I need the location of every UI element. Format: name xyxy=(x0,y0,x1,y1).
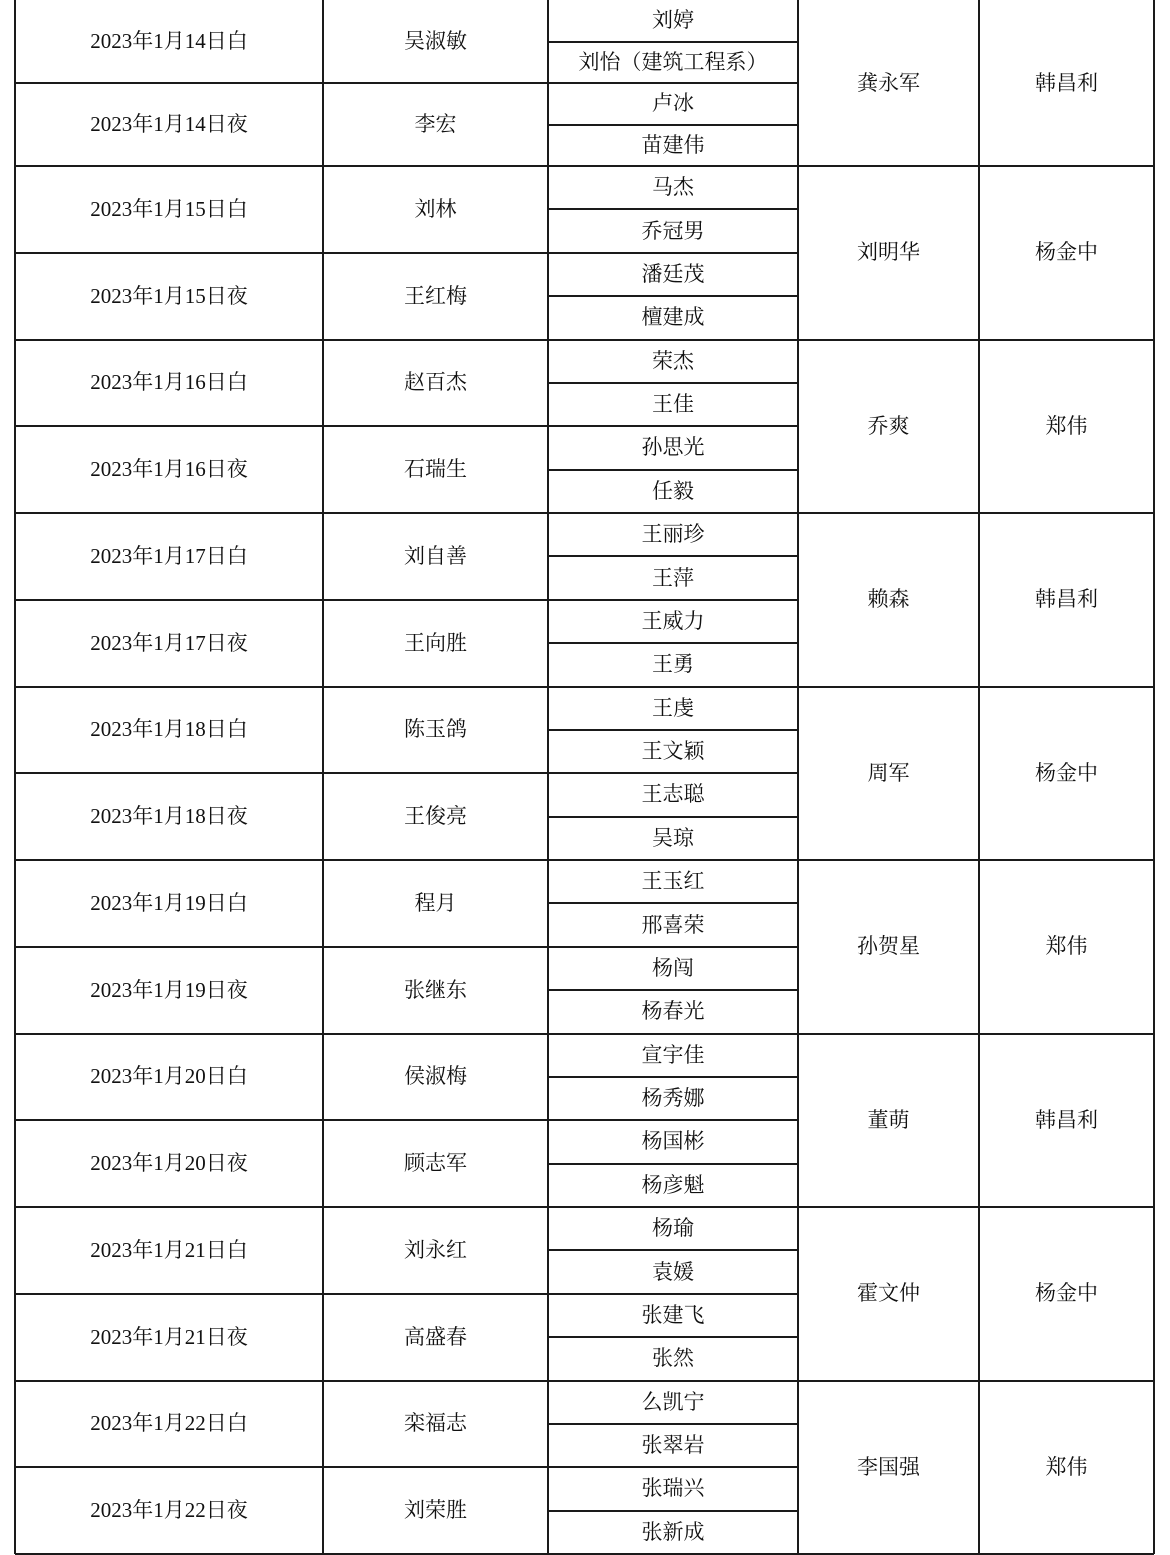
member-cell: 刘婷 xyxy=(652,8,694,33)
member-cell: 邢喜荣 xyxy=(641,912,705,937)
supervisor-cell: 董萌 xyxy=(867,1107,910,1132)
member-cell: 任毅 xyxy=(652,478,694,503)
member-cell: 袁媛 xyxy=(652,1259,694,1284)
member-cell: 苗建伟 xyxy=(641,132,705,157)
member-cell: 马杰 xyxy=(652,175,694,200)
shift-duty-cell: 侯淑梅 xyxy=(404,1064,467,1089)
member-cell: 张建飞 xyxy=(641,1302,705,1327)
shift-duty-cell: 王红梅 xyxy=(404,283,467,308)
member-cell: 杨国彬 xyxy=(641,1129,705,1154)
shift-date-cell: 2023年1月14日白 xyxy=(90,29,248,53)
shift-duty-cell: 王俊亮 xyxy=(404,804,467,829)
leader-cell: 韩昌利 xyxy=(1035,1107,1098,1132)
member-cell: 檀建成 xyxy=(641,305,705,330)
shift-duty-cell: 张继东 xyxy=(404,977,467,1002)
shift-duty-cell: 刘自善 xyxy=(404,543,467,568)
leader-cell: 杨金中 xyxy=(1035,1281,1098,1306)
shift-date-cell: 2023年1月15日夜 xyxy=(90,283,248,308)
shift-duty-cell: 刘荣胜 xyxy=(404,1498,467,1523)
member-cell: 孙思光 xyxy=(641,435,705,460)
member-cell: 王文颖 xyxy=(641,739,705,764)
member-cell: 宣宇佳 xyxy=(641,1042,705,1067)
shift-date-cell: 2023年1月17日夜 xyxy=(90,630,248,655)
shift-date-cell: 2023年1月20日白 xyxy=(90,1064,248,1089)
member-cell: 卢冰 xyxy=(652,91,694,116)
shift-date-cell: 2023年1月18日白 xyxy=(90,717,248,742)
member-cell: 王虔 xyxy=(652,695,694,720)
member-cell: 张然 xyxy=(652,1346,694,1371)
shift-date-cell: 2023年1月14日夜 xyxy=(90,112,248,136)
leader-cell: 郑伟 xyxy=(1045,413,1088,438)
shift-date-cell: 2023年1月22日白 xyxy=(90,1411,248,1436)
shift-duty-cell: 刘林 xyxy=(414,196,457,221)
supervisor-cell: 孙贺星 xyxy=(857,934,920,959)
member-cell: 张瑞兴 xyxy=(641,1476,705,1501)
member-cell: 王威力 xyxy=(641,608,705,633)
leader-cell: 杨金中 xyxy=(1035,240,1098,265)
shift-date-cell: 2023年1月19日夜 xyxy=(90,977,248,1002)
member-cell: 张新成 xyxy=(641,1519,705,1544)
supervisor-cell: 李国强 xyxy=(857,1454,920,1479)
leader-cell: 韩昌利 xyxy=(1035,587,1098,612)
shift-duty-cell: 顾志军 xyxy=(404,1151,467,1176)
shift-duty-cell: 李宏 xyxy=(414,112,457,136)
shift-date-cell: 2023年1月22日夜 xyxy=(90,1498,248,1523)
shift-date-cell: 2023年1月19日白 xyxy=(90,890,248,915)
supervisor-cell: 周军 xyxy=(867,760,910,785)
shift-duty-cell: 王向胜 xyxy=(404,630,467,655)
shift-duty-cell: 栾福志 xyxy=(404,1411,467,1436)
shift-date-cell: 2023年1月21日白 xyxy=(90,1237,248,1262)
shift-date-cell: 2023年1月20日夜 xyxy=(90,1151,248,1176)
shift-duty-cell: 刘永红 xyxy=(404,1237,467,1262)
member-cell: 王佳 xyxy=(652,392,694,417)
leader-cell: 郑伟 xyxy=(1045,1454,1088,1479)
member-cell: 刘怡（建筑工程系） xyxy=(578,49,768,74)
member-cell: 张翠岩 xyxy=(641,1433,705,1458)
shift-date-cell: 2023年1月16日夜 xyxy=(90,457,248,482)
member-cell: 杨闯 xyxy=(652,955,694,980)
shift-date-cell: 2023年1月15日白 xyxy=(90,196,248,221)
shift-date-cell: 2023年1月16日白 xyxy=(90,370,248,395)
member-cell: 王萍 xyxy=(652,565,694,590)
member-cell: 王勇 xyxy=(652,652,694,677)
shift-date-cell: 2023年1月17日白 xyxy=(90,543,248,568)
shift-date-cell: 2023年1月18日夜 xyxy=(90,804,248,829)
shift-duty-cell: 赵百杰 xyxy=(404,370,467,395)
supervisor-cell: 刘明华 xyxy=(857,240,920,265)
member-cell: 杨春光 xyxy=(641,999,705,1024)
supervisor-cell: 龚永军 xyxy=(857,70,920,95)
shift-duty-cell: 石瑞生 xyxy=(404,457,467,482)
member-cell: 杨彦魁 xyxy=(641,1172,705,1197)
leader-cell: 郑伟 xyxy=(1045,934,1088,959)
leader-cell: 杨金中 xyxy=(1035,760,1098,785)
supervisor-cell: 乔爽 xyxy=(867,413,910,438)
member-cell: 吴琼 xyxy=(652,825,694,850)
supervisor-cell: 霍文仲 xyxy=(857,1281,920,1306)
shift-duty-cell: 陈玉鸽 xyxy=(404,717,467,742)
member-cell: 王玉红 xyxy=(641,869,705,894)
shift-date-cell: 2023年1月21日夜 xyxy=(90,1324,248,1349)
member-cell: 潘廷茂 xyxy=(641,261,705,286)
member-cell: 杨瑜 xyxy=(652,1216,694,1241)
member-cell: 么凯宁 xyxy=(641,1389,705,1414)
member-cell: 王志聪 xyxy=(641,782,705,807)
supervisor-cell: 赖森 xyxy=(867,587,910,612)
leader-cell: 韩昌利 xyxy=(1035,70,1098,95)
member-cell: 乔冠男 xyxy=(641,218,705,243)
member-cell: 王丽珍 xyxy=(641,522,705,547)
member-cell: 杨秀娜 xyxy=(641,1086,705,1111)
shift-duty-cell: 高盛春 xyxy=(404,1324,467,1349)
shift-duty-cell: 吴淑敏 xyxy=(404,29,467,53)
member-cell: 荣杰 xyxy=(652,348,694,373)
shift-duty-cell: 程月 xyxy=(414,890,457,915)
